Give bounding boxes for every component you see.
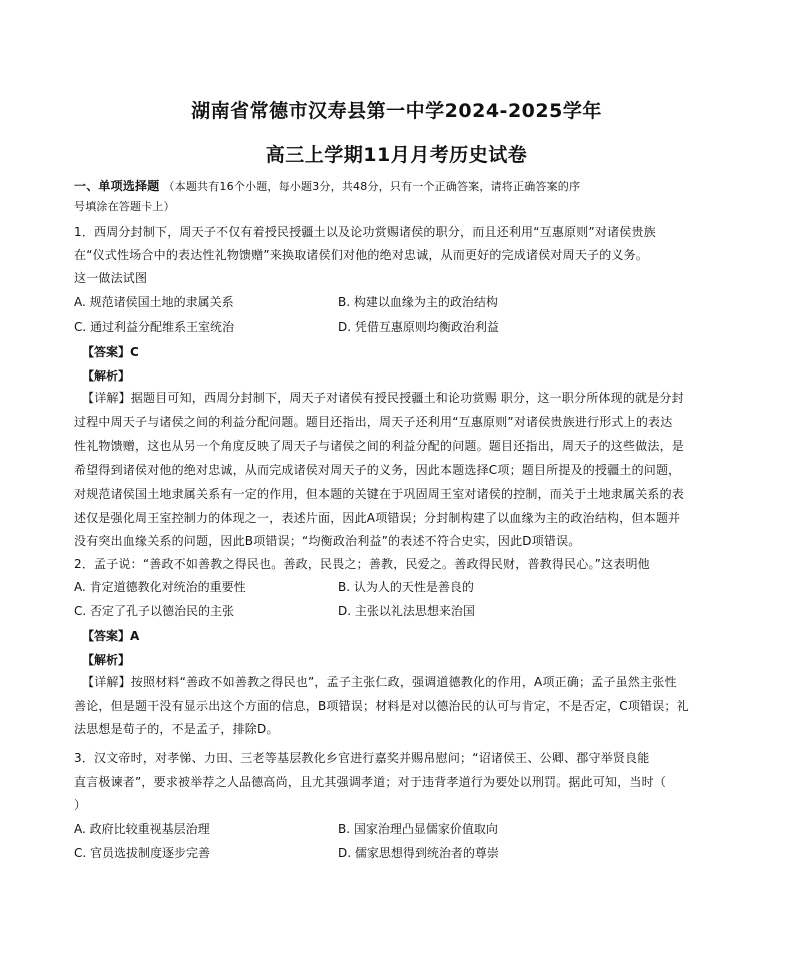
q3-option-b: B. 国家治理凸显儒家价值取向 — [338, 822, 498, 836]
q1-answer: 【答案】C — [82, 345, 139, 359]
section-note-1: （本题共有16个小题，每小题3分，共48分，只有一个正确答案，请将正确答案的序 — [163, 180, 581, 193]
section-heading: 一、单项选择题 — [74, 179, 160, 193]
q2-answer: 【答案】A — [82, 629, 140, 643]
q1-stem-line-3: 这一做法试图 — [74, 271, 148, 285]
q2-detail-line-2: 善论，但是题干没有显示出这个方面的信息，B项错误；材料是对以德治民的认可与肯定，不是否定，C项错误；礼 — [74, 699, 689, 713]
q3-stem-line-3: ） — [74, 798, 87, 812]
q2-detail-line-3: 法思想是荀子的，不是孟子，排除D。 — [74, 722, 279, 736]
q3-option-d: D. 儒家思想得到统治者的尊崇 — [338, 846, 499, 860]
doc-title-line1: 湖南省常德市汉寿县第一中学2024-2025学年 — [191, 100, 602, 122]
q1-detail-line-5: 对规范诸侯国土地隶属关系有一定的作用，但本题的关键在于巩固周王室对诸侯的控制，而关于土地隶属关系的表 — [74, 487, 685, 501]
q1-stem-line-1: 1．西周分封制下，周天子不仅有着授民授疆土以及论功赏赐诸侯的职分，而且还利用“互惠原则”对诸侯贵族 — [74, 225, 656, 239]
q2-option-d: D. 主张以礼法思想来治国 — [338, 604, 475, 618]
q2-option-b: B. 认为人的天性是善良的 — [338, 580, 474, 594]
q3-option-a: A. 政府比较重视基层治理 — [74, 822, 210, 836]
doc-title-line2: 高三上学期11月月考历史试卷 — [265, 144, 528, 166]
q1-option-a: A. 规范诸侯国土地的隶属关系 — [74, 295, 234, 309]
q1-detail-line-7: 没有突出血缘关系的问题，因此B项错误；“均衡政治利益”的表述不符合史实，因此D项错误。 — [74, 534, 581, 548]
q1-stem-line-2: 在“仪式性场合中的表达性礼物馈赠”来换取诸侯们对他的绝对忠诚，从而更好的完成诸侯对周天子的义务。 — [74, 248, 649, 262]
q1-detail-line-3: 性礼物馈赠，这也从另一个角度反映了周天子与诸侯之间的利益分配的问题。题目还指出，周天子的这些做法，是 — [74, 439, 685, 453]
q3-stem-line-2: 直言极谏者”，要求被举荐之人品德高尚，且尤其强调孝道；对于违背孝道行为要处以刑罚。据此可知，当时（ — [74, 775, 667, 789]
q1-option-c: C. 通过利益分配维系王室统治 — [74, 320, 235, 334]
section-note-2: 号填涂在答题卡上） — [74, 200, 175, 213]
section-heading-row — [74, 178, 734, 195]
q1-option-b: B. 构建以血缘为主的政治结构 — [338, 295, 498, 309]
q3-stem-line-1: 3．汉文帝时，对孝悌、力田、三老等基层教化乡官进行嘉奖并赐帛慰问；“诏诸侯王、公卿、郡守举贤良能 — [74, 751, 650, 765]
q1-detail-line-1: 【详解】据题目可知，西周分封制下，周天子对诸侯有授民授疆土和论功赏赐 职分，这一职分所体现的就是分封 — [82, 391, 684, 405]
q1-detail-line-6: 述仅是强化周王室控制力的体现之一，表述片面，因此A项错误；分封制构建了以血缘为主的政治结构，但本题并 — [74, 511, 681, 525]
q2-detail-line-1: 【详解】按照材料“善政不如善教之得民也”，孟子主张仁政，强调道德教化的作用，A项正确；孟子虽然主张性 — [82, 675, 677, 689]
q2-option-a: A. 肯定道德教化对统治的重要性 — [74, 580, 246, 594]
q2-stem: 2．孟子说：“善政不如善教之得民也。善政，民畏之；善教，民爱之。善政得民财，普教得民心。”这表明他 — [74, 557, 650, 571]
q2-analysis-tag: 【解析】 — [82, 653, 131, 667]
q1-detail-line-4: 希望得到诸侯对他的绝对忠诚，从而完成诸侯对周天子的义务，因此本题选择C项；题目所提及的授疆土的问题， — [74, 463, 681, 477]
q1-option-d: D. 凭借互惠原则均衡政治利益 — [338, 320, 499, 334]
q2-option-c: C. 否定了孔子以德治民的主张 — [74, 604, 235, 618]
q3-option-c: C. 官员选拔制度逐步完善 — [74, 846, 211, 860]
q1-analysis-tag: 【解析】 — [82, 369, 131, 383]
q1-detail-line-2: 过程中周天子与诸侯之间的利益分配问题。题目还指出，周天子还利用“互惠原则”对诸侯贵族进行形式上的表达 — [74, 415, 673, 429]
